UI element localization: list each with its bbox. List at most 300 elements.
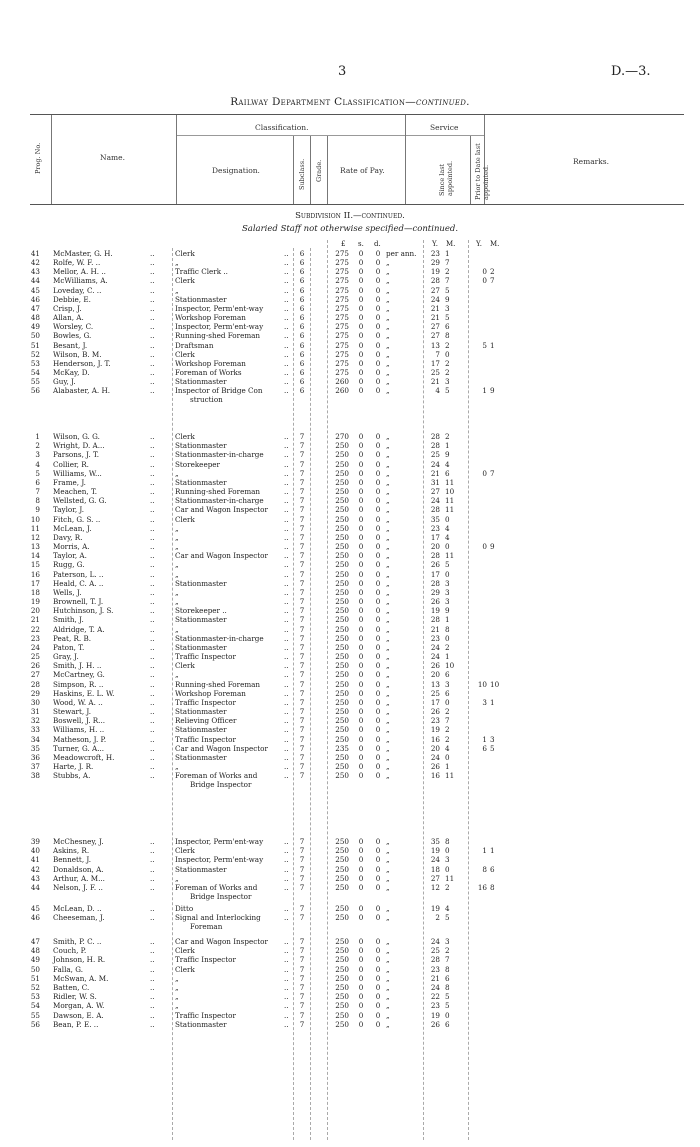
cell-sub: 6 xyxy=(299,322,305,332)
cell-d: 0 xyxy=(375,670,381,680)
cell-no: 19 xyxy=(30,597,40,607)
cell-s: 0 xyxy=(358,992,364,1002)
cell-name: Meachen, T. xyxy=(53,487,98,497)
cell-des: „ xyxy=(175,597,179,607)
leader-dots: .. xyxy=(284,349,289,359)
cell-m1: 0 xyxy=(445,697,450,707)
cell-p: „ xyxy=(386,904,390,913)
cell-m1: 9 xyxy=(445,450,450,460)
cell-l: 275 xyxy=(335,340,349,350)
leader-dots: .. xyxy=(284,652,289,662)
table-row xyxy=(0,496,700,505)
cell-p: „ xyxy=(386,496,390,506)
cell-des: Stationmaster xyxy=(175,294,227,304)
leader-dots: .. xyxy=(284,992,289,1002)
cell-sub: 7 xyxy=(299,846,305,856)
cell-s: 0 xyxy=(358,322,364,332)
cell-des: Running-shed Foreman xyxy=(175,679,261,689)
table-row xyxy=(0,533,700,542)
header-service: Service xyxy=(430,123,459,132)
cell-l: 250 xyxy=(335,883,349,892)
cell-p: „ xyxy=(386,615,390,625)
cell-l: 275 xyxy=(335,367,349,377)
header-since-last: Since last appointed. xyxy=(438,160,454,196)
cell-l: 250 xyxy=(335,514,349,524)
leader-dots: .. xyxy=(150,367,155,377)
cell-s: 0 xyxy=(358,707,364,717)
cell-sub: 7 xyxy=(299,697,305,707)
cell-p: „ xyxy=(386,716,390,726)
cell-des: Stationmaster xyxy=(175,441,227,451)
cell-l: 250 xyxy=(335,597,349,607)
table-row-continuation xyxy=(0,892,700,901)
leader-dots: .. xyxy=(284,542,289,552)
cell-m2: 9 xyxy=(490,386,495,396)
leader-dots: .. xyxy=(284,837,289,846)
cell-y1: 28 xyxy=(430,955,440,965)
cell-sub: 6 xyxy=(299,285,305,295)
cell-d: 0 xyxy=(375,762,381,772)
leader-dots: .. xyxy=(284,551,289,561)
cell-m2: 2 xyxy=(490,267,495,277)
cell-no: 41 xyxy=(30,855,40,865)
cell-l: 250 xyxy=(335,459,349,469)
cell-des-continued: Foreman xyxy=(190,922,223,932)
cell-name: Stubbs, A. xyxy=(53,771,91,781)
cell-des: Signal and Interlocking xyxy=(175,913,261,923)
header-rate: Rate of Pay. xyxy=(340,166,385,175)
cell-no: 20 xyxy=(30,606,40,616)
leader-dots: .. xyxy=(284,725,289,735)
cell-p: „ xyxy=(386,349,390,359)
leader-dots: .. xyxy=(150,734,155,744)
cell-l: 275 xyxy=(335,249,349,258)
cell-p: „ xyxy=(386,771,390,781)
cell-l: 275 xyxy=(335,294,349,304)
cell-sub: 6 xyxy=(299,294,305,304)
cell-y1: 27 xyxy=(430,331,440,341)
cell-y1: 23 xyxy=(430,633,440,643)
cell-no: 52 xyxy=(30,983,40,992)
cell-no: 17 xyxy=(30,578,40,588)
table-row xyxy=(0,1011,700,1020)
table-row xyxy=(0,946,700,955)
cell-des: Foreman of Works xyxy=(175,367,242,377)
cell-l: 250 xyxy=(335,468,349,478)
cell-no: 54 xyxy=(30,367,40,377)
table-row xyxy=(0,865,700,874)
cell-sub: 7 xyxy=(299,762,305,772)
cell-p: „ xyxy=(386,734,390,744)
cell-p: „ xyxy=(386,367,390,377)
cell-sub: 7 xyxy=(299,1019,305,1029)
leader-dots: .. xyxy=(150,249,155,258)
cell-l: 250 xyxy=(335,551,349,561)
cell-des: Draftsman xyxy=(175,340,214,350)
cell-y1: 19 xyxy=(430,846,440,856)
leader-dots: .. xyxy=(150,837,155,846)
cell-m1: 0 xyxy=(445,633,450,643)
cell-des: Clerk xyxy=(175,276,195,286)
cell-des: Car and Wagon Inspector xyxy=(175,743,268,753)
leader-dots: .. xyxy=(284,358,289,368)
cell-p: per ann. xyxy=(386,249,417,258)
leader-dots: .. xyxy=(284,606,289,616)
cell-y1: 16 xyxy=(430,771,440,781)
cell-y1: 2 xyxy=(435,913,440,923)
cell-no: 36 xyxy=(30,752,40,762)
cell-s: 0 xyxy=(358,477,364,487)
cell-sub: 7 xyxy=(299,734,305,744)
cell-d: 0 xyxy=(375,606,381,616)
cell-d: 0 xyxy=(375,322,381,332)
table-row xyxy=(0,368,700,377)
cell-sub: 7 xyxy=(299,955,305,965)
cell-y1: 21 xyxy=(430,624,440,634)
cell-l: 250 xyxy=(335,707,349,717)
leader-dots: .. xyxy=(150,276,155,286)
cell-name: McLean, J. xyxy=(53,523,92,533)
cell-y1: 27 xyxy=(430,487,440,497)
cell-y1: 25 xyxy=(430,450,440,460)
cell-l: 250 xyxy=(335,487,349,497)
cell-l: 250 xyxy=(335,624,349,634)
cell-m1: 0 xyxy=(445,1010,450,1020)
cell-y1: 18 xyxy=(430,864,440,874)
cell-m1: 5 xyxy=(445,560,450,570)
cell-name: Hutchinson, J. S. xyxy=(53,606,114,616)
cell-d: 0 xyxy=(375,578,381,588)
cell-des: „ xyxy=(175,523,179,533)
cell-p: „ xyxy=(386,837,390,846)
cell-y1: 23 xyxy=(430,716,440,726)
table-row xyxy=(0,579,700,588)
cell-des: Workshop Foreman xyxy=(175,358,246,368)
cell-l: 260 xyxy=(335,377,349,387)
cell-y1: 25 xyxy=(430,946,440,956)
cell-y1: 24 xyxy=(430,855,440,865)
table-row xyxy=(0,505,700,514)
cell-p: „ xyxy=(386,670,390,680)
cell-d: 0 xyxy=(375,973,381,983)
cell-sub: 7 xyxy=(299,688,305,698)
cell-no: 23 xyxy=(30,633,40,643)
cell-m1: 8 xyxy=(445,964,450,974)
leader-dots: .. xyxy=(284,597,289,607)
cell-no: 26 xyxy=(30,661,40,671)
cell-l: 250 xyxy=(335,873,349,883)
cell-m1: 3 xyxy=(445,587,450,597)
cell-m1: 6 xyxy=(445,688,450,698)
leader-dots: .. xyxy=(284,1019,289,1029)
cell-no: 49 xyxy=(30,322,40,332)
table-row xyxy=(0,570,700,579)
cell-no: 11 xyxy=(30,523,40,533)
header-remarks: Remarks. xyxy=(573,157,610,166)
cell-d: 0 xyxy=(375,258,381,268)
cell-y2: 16 xyxy=(477,883,487,892)
cell-no: 45 xyxy=(30,904,40,913)
header-prog-no: Prog. No. xyxy=(34,142,42,174)
cell-m1: 2 xyxy=(445,946,450,956)
cell-name: Johnson, H. R. xyxy=(53,955,106,965)
cell-des: Stationmaster xyxy=(175,615,227,625)
cell-y1: 28 xyxy=(430,551,440,561)
cell-p: „ xyxy=(386,864,390,874)
cell-name: Wells, J. xyxy=(53,587,82,597)
cell-l: 250 xyxy=(335,837,349,846)
cell-s: 0 xyxy=(358,688,364,698)
cell-d: 0 xyxy=(375,883,381,892)
cell-m1: 5 xyxy=(445,992,450,1002)
cell-d: 0 xyxy=(375,551,381,561)
cell-s: 0 xyxy=(358,633,364,643)
leader-dots: .. xyxy=(284,688,289,698)
cell-d: 0 xyxy=(375,367,381,377)
cell-no: 38 xyxy=(30,771,40,781)
cell-sub: 6 xyxy=(299,358,305,368)
cell-d: 0 xyxy=(375,904,381,913)
cell-y1: 24 xyxy=(430,642,440,652)
leader-dots: .. xyxy=(150,468,155,478)
cell-sub: 7 xyxy=(299,855,305,865)
cell-m1: 2 xyxy=(445,883,450,892)
leader-dots: .. xyxy=(150,459,155,469)
cell-y1: 35 xyxy=(430,837,440,846)
table-row xyxy=(0,762,700,771)
table-row xyxy=(0,689,700,698)
cell-y1: 26 xyxy=(430,560,440,570)
cell-p: „ xyxy=(386,313,390,323)
cell-sub: 6 xyxy=(299,249,305,258)
cell-y1: 25 xyxy=(430,688,440,698)
cell-no: 9 xyxy=(35,505,40,515)
cell-s: 0 xyxy=(358,331,364,341)
cell-m1: 10 xyxy=(445,661,455,671)
cell-y2: 0 xyxy=(482,542,487,552)
cell-des: Car and Wagon Inspector xyxy=(175,937,268,946)
cell-d: 0 xyxy=(375,864,381,874)
cell-y1: 35 xyxy=(430,514,440,524)
cell-d: 0 xyxy=(375,459,381,469)
cell-p: „ xyxy=(386,432,390,441)
cell-m1: 10 xyxy=(445,487,455,497)
cell-des: Stationmaster xyxy=(175,377,227,387)
cell-l: 250 xyxy=(335,725,349,735)
cell-name: Simpson, R. .. xyxy=(53,679,104,689)
cell-l: 250 xyxy=(335,532,349,542)
cell-y1: 20 xyxy=(430,542,440,552)
cell-l: 270 xyxy=(335,432,349,441)
cell-sub: 7 xyxy=(299,864,305,874)
leader-dots: .. xyxy=(150,606,155,616)
cell-sub: 7 xyxy=(299,624,305,634)
cell-des: Clerk xyxy=(175,661,195,671)
cell-y1: 19 xyxy=(430,1010,440,1020)
table-row xyxy=(0,643,700,652)
cell-s: 0 xyxy=(358,743,364,753)
leader-dots: .. xyxy=(284,587,289,597)
cell-y1: 22 xyxy=(430,992,440,1002)
cell-des: Stationmaster xyxy=(175,707,227,717)
cell-s: 0 xyxy=(358,1019,364,1029)
cell-l: 250 xyxy=(335,606,349,616)
cell-p: „ xyxy=(386,1001,390,1011)
cell-l: 250 xyxy=(335,955,349,965)
cell-s: 0 xyxy=(358,249,364,258)
cell-d: 0 xyxy=(375,873,381,883)
cell-sub: 7 xyxy=(299,946,305,956)
table-row xyxy=(0,874,700,883)
leader-dots: .. xyxy=(150,377,155,387)
cell-name: Smith, J. xyxy=(53,615,84,625)
cell-name: Mellor, A. H. .. xyxy=(53,267,106,277)
table-row xyxy=(0,707,700,716)
cell-l: 250 xyxy=(335,441,349,451)
cell-l: 250 xyxy=(335,762,349,772)
leader-dots: .. xyxy=(284,697,289,707)
cell-no: 1 xyxy=(35,432,40,441)
cell-sub: 7 xyxy=(299,743,305,753)
cell-no: 47 xyxy=(30,937,40,946)
cell-m1: 9 xyxy=(445,294,450,304)
header-name: Name. xyxy=(100,153,125,162)
cell-y1: 4 xyxy=(435,386,440,396)
cell-d: 0 xyxy=(375,725,381,735)
cell-no: 43 xyxy=(30,873,40,883)
cell-name: Askins, R. xyxy=(53,846,90,856)
cell-sub: 7 xyxy=(299,652,305,662)
cell-p: „ xyxy=(386,294,390,304)
cell-sub: 7 xyxy=(299,441,305,451)
cell-p: „ xyxy=(386,855,390,865)
cell-d: 0 xyxy=(375,542,381,552)
cell-l: 250 xyxy=(335,615,349,625)
cell-s: 0 xyxy=(358,303,364,313)
cell-p: „ xyxy=(386,542,390,552)
cell-y1: 13 xyxy=(430,340,440,350)
cell-sub: 7 xyxy=(299,615,305,625)
cell-s: 0 xyxy=(358,873,364,883)
cell-l: 250 xyxy=(335,450,349,460)
cell-y1: 26 xyxy=(430,597,440,607)
cell-des: Clerk xyxy=(175,249,195,258)
cell-no: 4 xyxy=(35,459,40,469)
leader-dots: .. xyxy=(150,532,155,542)
leader-dots: .. xyxy=(284,386,289,396)
cell-no: 31 xyxy=(30,707,40,717)
cell-p: „ xyxy=(386,846,390,856)
table-row xyxy=(0,377,700,386)
cell-y1: 31 xyxy=(430,477,440,487)
cell-no: 22 xyxy=(30,624,40,634)
cell-name: Cheeseman, J. xyxy=(53,913,105,923)
cell-s: 0 xyxy=(358,578,364,588)
cell-name: Rugg, G. xyxy=(53,560,85,570)
cell-des: Workshop Foreman xyxy=(175,688,246,698)
cell-name: Donaldson, A. xyxy=(53,864,104,874)
leader-dots: .. xyxy=(284,633,289,643)
cell-no: 33 xyxy=(30,725,40,735)
cell-y1: 16 xyxy=(430,734,440,744)
table-row xyxy=(0,322,700,331)
table-row xyxy=(0,432,700,441)
cell-m1: 6 xyxy=(445,322,450,332)
cell-no: 56 xyxy=(30,386,40,396)
cell-sub: 7 xyxy=(299,532,305,542)
cell-y1: 17 xyxy=(430,697,440,707)
cell-sub: 7 xyxy=(299,725,305,735)
cell-m2: 6 xyxy=(490,864,495,874)
cell-name: Bowles, G. xyxy=(53,331,92,341)
table-row xyxy=(0,634,700,643)
cell-y1: 24 xyxy=(430,459,440,469)
cell-m1: 7 xyxy=(445,258,450,268)
cell-name: Wright, D. A... xyxy=(53,441,105,451)
cell-d: 0 xyxy=(375,331,381,341)
cell-d: 0 xyxy=(375,340,381,350)
cell-d: 0 xyxy=(375,937,381,946)
cell-y1: 23 xyxy=(430,249,440,258)
cell-l: 275 xyxy=(335,358,349,368)
cell-p: „ xyxy=(386,578,390,588)
cell-y2: 1 xyxy=(482,734,487,744)
cell-d: 0 xyxy=(375,679,381,689)
leader-dots: .. xyxy=(284,496,289,506)
cell-m1: 0 xyxy=(445,846,450,856)
cell-l: 250 xyxy=(335,1010,349,1020)
cell-des: Stationmaster-in-charge xyxy=(175,633,264,643)
leader-dots: .. xyxy=(284,642,289,652)
table-row xyxy=(0,359,700,368)
cell-name: Williams, W... xyxy=(53,468,102,478)
vline-2 xyxy=(176,115,177,204)
leader-dots: .. xyxy=(284,367,289,377)
cell-des-continued: struction xyxy=(190,395,223,405)
vline-5 xyxy=(327,136,328,204)
cell-m1: 3 xyxy=(445,855,450,865)
cell-y1: 26 xyxy=(430,707,440,717)
cell-m1: 7 xyxy=(445,716,450,726)
cell-s: 0 xyxy=(358,716,364,726)
cell-m1: 0 xyxy=(445,542,450,552)
cell-l: 250 xyxy=(335,569,349,579)
cell-sub: 7 xyxy=(299,752,305,762)
cell-des: Inspector, Perm'ent-way xyxy=(175,303,264,313)
cell-l: 250 xyxy=(335,734,349,744)
cell-p: „ xyxy=(386,322,390,332)
leader-dots: .. xyxy=(150,496,155,506)
cell-m1: 2 xyxy=(445,367,450,377)
cell-name: Boswell, J. R... xyxy=(53,716,106,726)
leader-dots: .. xyxy=(284,267,289,277)
cell-name: Couch, P. xyxy=(53,946,87,956)
cell-name: Morris, A. xyxy=(53,542,90,552)
table-row xyxy=(0,515,700,524)
cell-s: 0 xyxy=(358,367,364,377)
table-row xyxy=(0,487,700,496)
cell-m1: 1 xyxy=(445,762,450,772)
cell-p: „ xyxy=(386,276,390,286)
table-row xyxy=(0,992,700,1001)
header-bottom-rule xyxy=(30,204,684,205)
cell-s: 0 xyxy=(358,459,364,469)
cell-s: 0 xyxy=(358,615,364,625)
vline-7 xyxy=(470,136,471,204)
cell-name: Allan, A. xyxy=(53,313,84,323)
cell-des: Stationmaster-in-charge xyxy=(175,450,264,460)
cell-p: „ xyxy=(386,551,390,561)
